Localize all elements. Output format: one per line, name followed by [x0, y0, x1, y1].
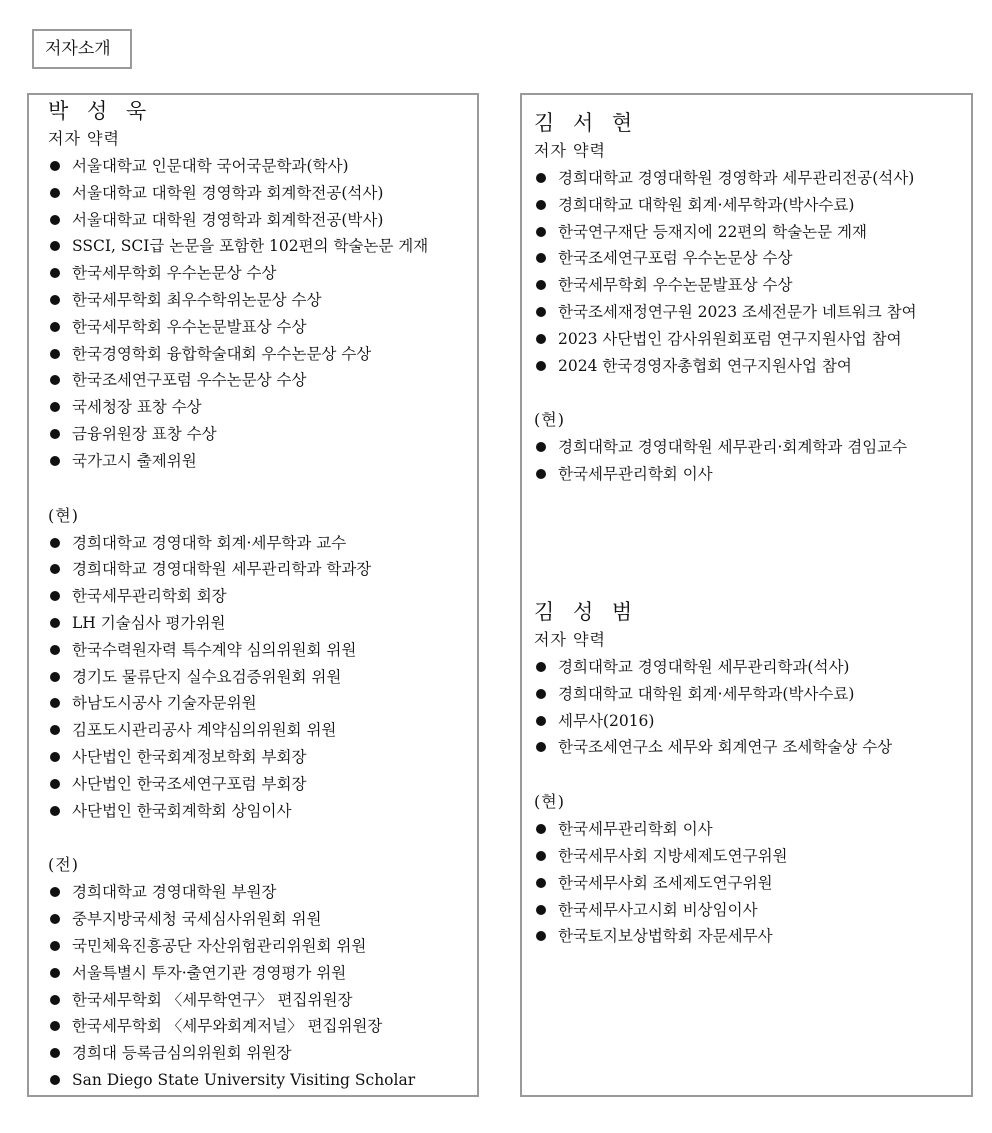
- career-label: 저자 약력: [534, 629, 606, 649]
- spacer: [48, 475, 477, 502]
- list-item: 김포도시관리공사 계약심의위원회 위원: [48, 717, 477, 744]
- list-item: LH 기술심사 평가위원: [48, 610, 477, 637]
- list-item: 국민체육진흥공단 자산위험관리위원회 위원: [48, 933, 477, 960]
- list-item: 한국세무관리학회 이사: [534, 816, 971, 843]
- current-label: (현): [534, 792, 565, 812]
- list-item: 한국세무사고시회 비상임이사: [534, 897, 971, 924]
- spacer: [534, 761, 971, 788]
- list-item: 경희대학교 경영대학원 세무관리학과(석사): [534, 654, 971, 681]
- list-item: 경기도 물류단지 실수요검증위원회 위원: [48, 664, 477, 691]
- career-label: 저자 약력: [48, 129, 120, 148]
- list-item: 한국수력원자력 특수계약 심의위원회 위원: [48, 637, 477, 664]
- career-list: [534, 165, 971, 379]
- list-item: 2024 한국경영자총협회 연구지원사업 참여: [534, 353, 971, 380]
- list-item: 한국세무사회 지방세제도연구위원: [534, 843, 971, 870]
- list-item: 금융위원장 표창 수상: [48, 421, 477, 448]
- list-item: 2023 사단법인 감사위원회포럼 연구지원사업 참여: [534, 326, 971, 353]
- author-panel-kim: [520, 93, 973, 1097]
- current-list: [534, 434, 971, 488]
- list-item: 경희대학교 대학원 회계·세무학과(박사수료): [534, 192, 971, 219]
- author-panel-park: [27, 93, 479, 1097]
- list-item: 경희대학교 대학원 회계·세무학과(박사수료): [534, 681, 971, 708]
- list-item: 한국세무학회 〈세무와회계저널〉 편집위원장: [48, 1013, 477, 1040]
- list-item: 경희대 등록금심의위원회 위원장: [48, 1040, 477, 1067]
- list-item: 한국연구재단 등재지에 22편의 학술논문 게재: [534, 219, 971, 246]
- current-list: [48, 530, 477, 825]
- list-item: 사단법인 한국회계정보학회 부회장: [48, 744, 477, 771]
- list-item: 한국세무관리학회 회장: [48, 583, 477, 610]
- list-item: 중부지방국세청 국세심사위원회 위원: [48, 906, 477, 933]
- list-item: 서울대학교 대학원 경영학과 회계학전공(박사): [48, 207, 477, 234]
- list-item: 한국세무사회 조세제도연구위원: [534, 870, 971, 897]
- list-item: 국세청장 표창 수상: [48, 394, 477, 421]
- list-item: 한국경영학회 융합학술대회 우수논문상 수상: [48, 341, 477, 368]
- list-item: 서울대학교 대학원 경영학과 회계학전공(석사): [48, 180, 477, 207]
- list-item: 사단법인 한국회계학회 상임이사: [48, 798, 477, 825]
- spacer: [534, 379, 971, 406]
- list-item: 경희대학교 경영대학원 세무관리·회계학과 겸임교수: [534, 434, 971, 461]
- former-label: (전): [48, 855, 79, 875]
- spacer: [534, 488, 971, 598]
- list-item: 경희대학교 경영대학원 경영학과 세무관리전공(석사): [534, 165, 971, 192]
- list-item: 경희대학교 경영대학원 부원장: [48, 879, 477, 906]
- current-list: [534, 816, 971, 950]
- list-item: 한국세무학회 〈세무학연구〉 편집위원장: [48, 987, 477, 1014]
- list-item: 한국조세연구소 세무와 회계연구 조세학술상 수상: [534, 734, 971, 761]
- spacer: [48, 824, 477, 851]
- list-item: 한국세무학회 우수논문발표상 수상: [534, 272, 971, 299]
- author-name: 박 성 욱: [48, 99, 153, 123]
- list-item: SSCI, SCI급 논문을 포함한 102편의 학술논문 게재: [48, 233, 477, 260]
- list-item: 하남도시공사 기술자문위원: [48, 690, 477, 717]
- list-item: 한국세무관리학회 이사: [534, 461, 971, 488]
- list-item: 서울대학교 인문대학 국어국문학과(학사): [48, 153, 477, 180]
- current-label: (현): [534, 410, 565, 430]
- list-item: 경희대학교 경영대학 회계·세무학과 교수: [48, 530, 477, 557]
- list-item: 한국조세연구포럼 우수논문상 수상: [534, 245, 971, 272]
- list-item: 세무사(2016): [534, 708, 971, 735]
- author-name: 김 성 범: [534, 599, 639, 624]
- list-item: 한국조세연구포럼 우수논문상 수상: [48, 367, 477, 394]
- list-item: 한국조세재정연구원 2023 조세전문가 네트워크 참여: [534, 299, 971, 326]
- list-item: 한국세무학회 우수논문발표상 수상: [48, 314, 477, 341]
- career-list: [534, 654, 971, 761]
- list-item: 한국토지보상법학회 자문세무사: [534, 923, 971, 950]
- author-name: 김 서 현: [534, 111, 639, 135]
- list-item: 국가고시 출제위원: [48, 448, 477, 475]
- list-item: 서울특별시 투자·출연기관 경영평가 위원: [48, 960, 477, 987]
- list-item: San Diego State University Visiting Scholar: [48, 1067, 477, 1094]
- page-title: 저자소개: [32, 29, 132, 69]
- list-item: 경희대학교 경영대학원 세무관리학과 학과장: [48, 556, 477, 583]
- career-label: 저자 약력: [534, 141, 606, 160]
- list-item: 한국세무학회 우수논문상 수상: [48, 260, 477, 287]
- list-item: 사단법인 한국조세연구포럼 부회장: [48, 771, 477, 798]
- list-item: 한국세무학회 최우수학위논문상 수상: [48, 287, 477, 314]
- career-list: [48, 153, 477, 475]
- current-label: (현): [48, 505, 79, 525]
- former-list: [48, 879, 477, 1093]
